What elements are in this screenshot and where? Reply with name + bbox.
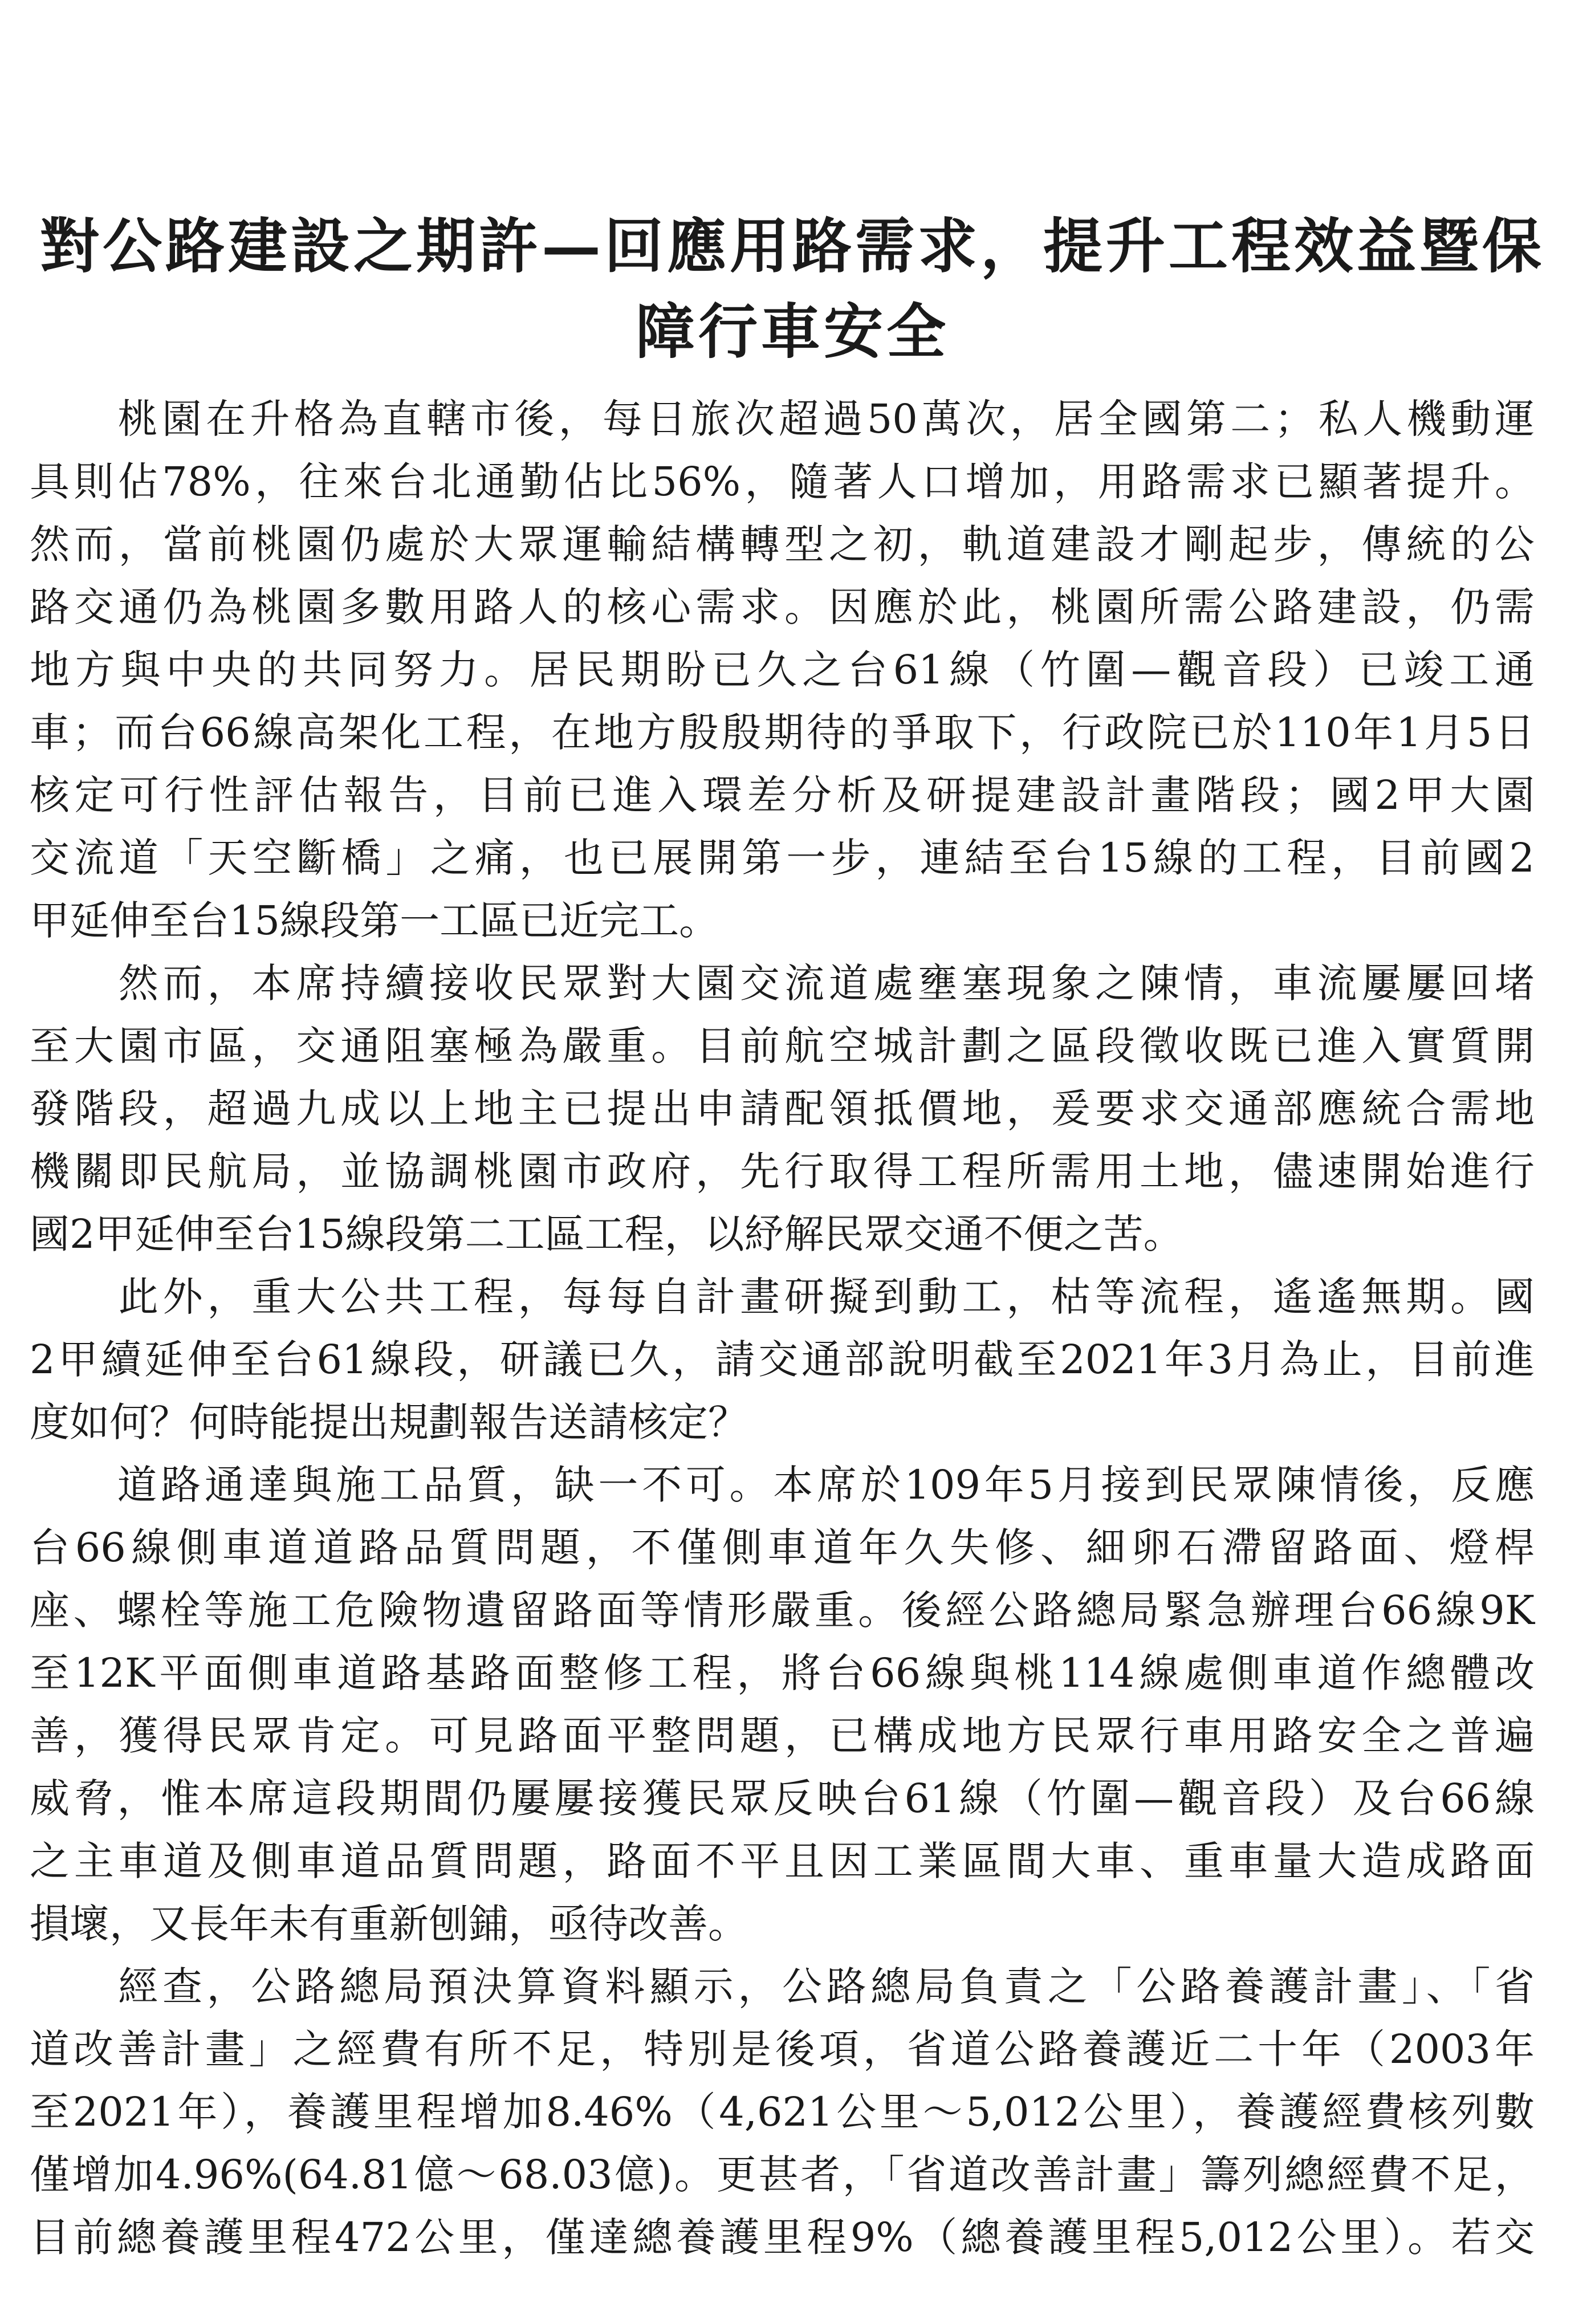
body-text-line: 交流道「天空斷橋」之痛，也已展開第一步，連結至台15線的工程，目前國2 [30,835,1535,881]
body-text-line: 台66線側車道道路品質問題，不僅側車道年久失修、細卵石滯留路面、燈桿 [30,1524,1535,1571]
body-text-line: 至2021年），養護里程增加8.46%（4,621公里～5,012公里），養護經費核列數 [30,2089,1535,2135]
body-text-line: 桃園在升格為直轄市後，每日旅次超過50萬次，居全國第二；私人機動運 [30,396,1535,442]
body-text-line: 度如何？何時能提出規劃報告送請核定？ [30,1399,748,1446]
body-text-line: 路交通仍為桃園多數用路人的核心需求。因應於此，桃園所需公路建設，仍需 [30,584,1535,630]
body-text-line: 國2甲延伸至台15線段第二工區工程，以紓解民眾交通不便之苦。 [30,1211,1183,1257]
body-text-line: 發階段，超過九成以上地主已提出申請配領抵價地，爰要求交通部應統合需地 [30,1085,1535,1132]
body-text-line: 2甲續延伸至台61線段，研議已久，請交通部說明截至2021年3月為止，目前進 [30,1336,1535,1383]
body-text-line: 善，獲得民眾肯定。可見路面平整問題，已構成地方民眾行車用路安全之普遍 [30,1712,1535,1759]
body-text-line: 此外，重大公共工程，每每自計畫研擬到動工，枯等流程，遙遙無期。國 [30,1273,1535,1320]
body-text-line: 至12K平面側車道路基路面整修工程，將台66線與桃114線處側車道作總體改 [30,1650,1535,1696]
title-line: 對公路建設之期許—回應用路需求，提升工程效益暨保 [39,211,1545,281]
body-text-line: 威脅，惟本席這段期間仍屢屢接獲民眾反映台61線（竹圍—觀音段）及台66線 [30,1775,1535,1822]
body-text-line: 道路通達與施工品質，缺一不可。本席於109年5月接到民眾陳情後，反應 [30,1462,1535,1508]
body-text-line: 座、螺栓等施工危險物遺留路面等情形嚴重。後經公路總局緊急辦理台66線9K [30,1587,1535,1634]
body-text-line: 道改善計畫」之經費有所不足，特別是後項，省道公路養護近二十年（2003年 [30,2026,1535,2073]
title-line: 障行車安全 [635,296,949,367]
body-text-line: 損壞，又長年未有重新刨鋪，亟待改善。 [30,1900,748,1947]
body-text-line: 車；而台66線高架化工程，在地方殷殷期待的爭取下，行政院已於110年1月5日 [30,709,1535,756]
body-text-line: 經查，公路總局預決算資料顯示，公路總局負責之「公路養護計畫」、「省 [30,1963,1535,2010]
body-text-line: 然而，當前桃園仍處於大眾運輸結構轉型之初，軌道建設才剛起步，傳統的公 [30,521,1535,568]
body-text-line: 具則佔78%，往來台北通勤佔比56%，隨著人口增加，用路需求已顯著提升。 [30,458,1535,505]
body-text-line: 甲延伸至台15線段第一工區已近完工。 [30,897,719,944]
body-text-line: 僅增加4.96%(64.81億～68.03億)。更甚者，「省道改善計畫」籌列總經費不足， [30,2151,1535,2198]
body-text-line: 之主車道及側車道品質問題，路面不平且因工業區間大車、重車量大造成路面 [30,1838,1535,1885]
body-text-line: 至大園市區，交通阻塞極為嚴重。目前航空城計劃之區段徵收既已進入實質開 [30,1023,1535,1069]
body-text-line: 地方與中央的共同努力。居民期盼已久之台61線（竹圍—觀音段）已竣工通 [30,646,1535,693]
body-text-line: 核定可行性評估報告，目前已進入環差分析及研提建設計畫階段；國2甲大園 [30,772,1535,819]
body-text-line: 然而，本席持續接收民眾對大園交流道處壅塞現象之陳情，車流屢屢回堵 [30,960,1535,1007]
body-text-line: 機關即民航局，並協調桃園市政府，先行取得工程所需用土地，儘速開始進行 [30,1148,1535,1195]
body-text-line: 目前總養護里程472公里，僅達總養護里程9%（總養護里程5,012公里）。若交 [30,2214,1535,2261]
